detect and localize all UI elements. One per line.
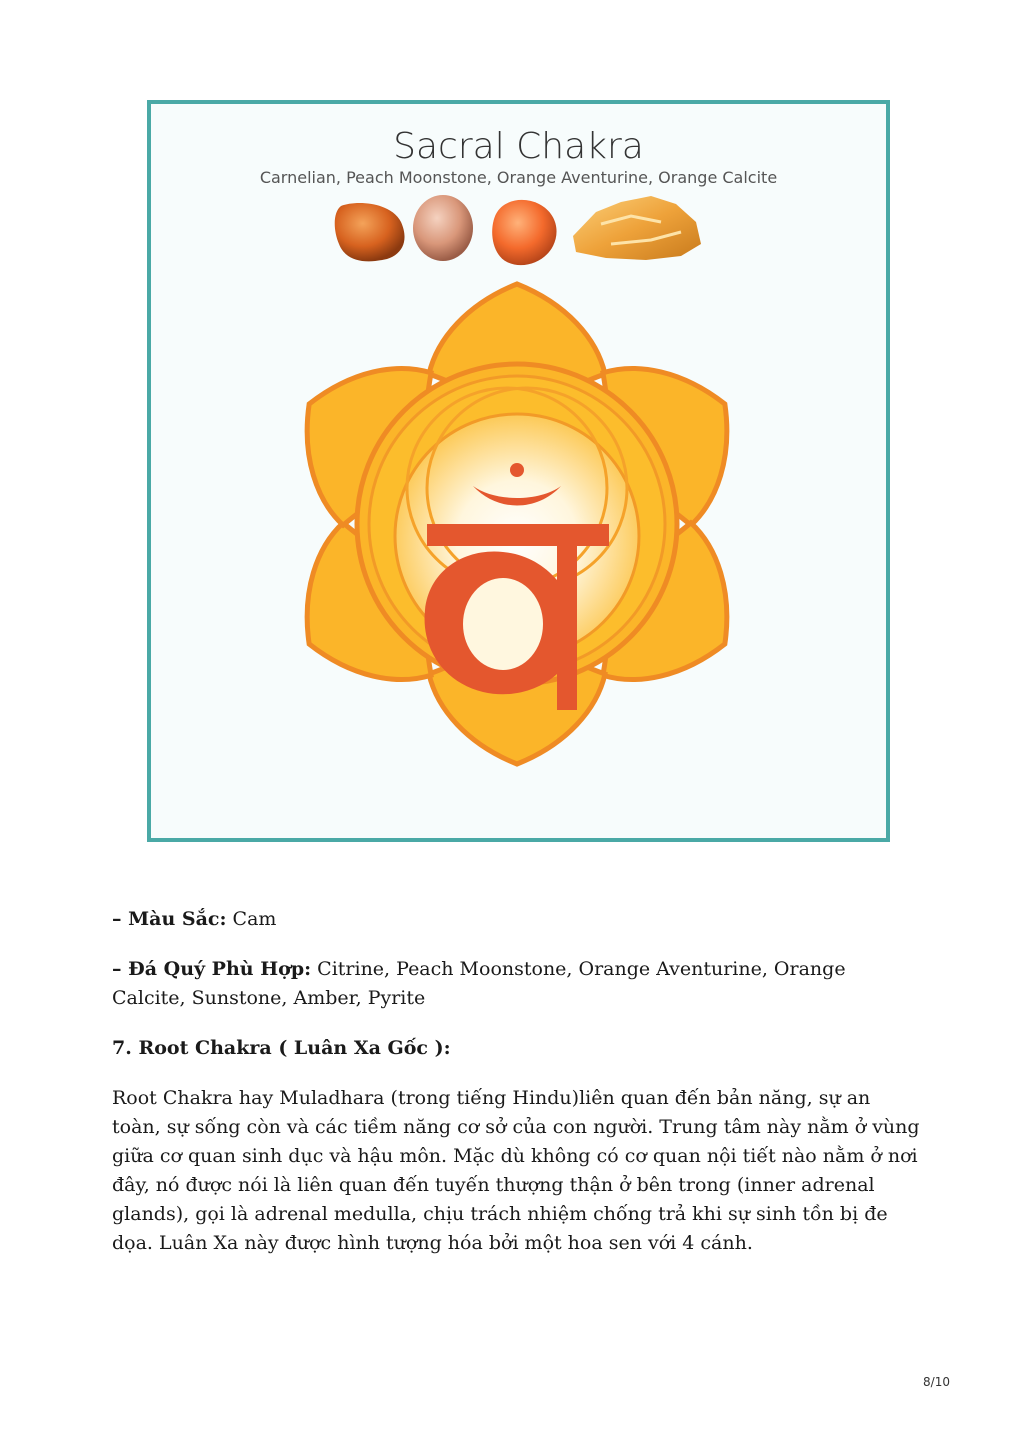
figure-title: Sacral Chakra	[393, 126, 644, 167]
mau-sac-label: – Màu Sắc:	[112, 908, 227, 930]
root-chakra-paragraph: Root Chakra hay Muladhara (trong tiếng Hindu)liên quan đến bản năng, sự an toàn, sự sống còn và các tiềm năng cơ sở của con người. Trung tâm này nằm ở vùng giữa cơ quan sinh dục và hậu môn. Mặc dù không có cơ quan nội tiết nào nằm ở nơi đây, nó được nói là liên quan đến tuyến thượng thận ở bên trong (inner adrenal glands), gọi là adrenal medulla, chịu trách nhiệm chống trả khi sự sinh tồn bị đe dọa. Luân Xa này được hình tượng hóa bởi một hoa sen với 4 cánh.	[112, 1087, 920, 1254]
da-quy-label: – Đá Quý Phù Hợp:	[112, 958, 312, 980]
mau-sac-value: Cam	[226, 908, 277, 930]
figure-subtitle: Carnelian, Peach Moonstone, Orange Aventurine, Orange Calcite	[259, 168, 778, 187]
page-number: 8/10	[923, 1375, 950, 1389]
da-quy-line	[112, 955, 922, 1013]
sacral-chakra-figure	[147, 100, 890, 842]
mau-sac-line	[112, 905, 922, 934]
root-chakra-heading: 7. Root Chakra ( Luân Xa Gốc ):	[112, 1037, 451, 1059]
da-quy-value: Citrine, Peach Moonstone, Orange Aventurine, Orange Calcite, Sunstone, Amber, Pyrite	[112, 958, 846, 1009]
sacral-chakra-symbol-icon	[151, 104, 886, 838]
